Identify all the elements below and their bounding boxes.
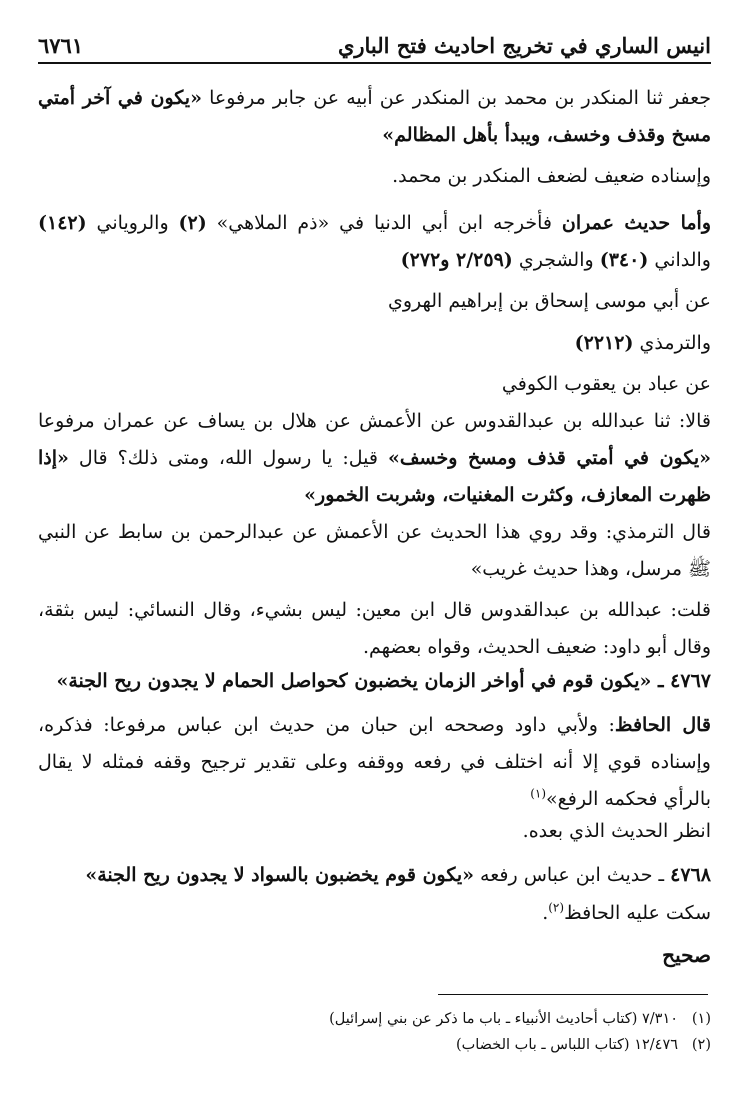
hadith-quote: ـ «يكون قوم في أواخر الزمان يخضبون كحواصل الحمام لا يجدون ريح الجنة»: [56, 670, 671, 692]
paragraph-narrator-grading: [38, 592, 711, 666]
footnote-mark: (٢): [691, 1037, 711, 1053]
footnote-divider: [438, 994, 708, 995]
paragraph-hafiz: [38, 707, 711, 818]
paragraph-text: والداني: [648, 249, 711, 271]
paragraph-see-next: [38, 813, 711, 850]
paragraph-text: عن عباد بن يعقوب الكوفي: [501, 373, 711, 395]
grade-label: [38, 937, 711, 974]
footnote-mark: (١): [691, 1011, 711, 1027]
paragraph-tirmidhi: [38, 325, 711, 362]
paragraph-text: والترمذي: [633, 332, 711, 354]
paragraph-text: قلت: عبدالله بن عبدالقدوس قال ابن معين: ليس بشيء، وقال النسائي: ليس بثقة، وقال أبو داود: ضعيف الحديث، وقواه بعضهم.: [38, 599, 711, 658]
footnote-marker: (٢): [548, 900, 565, 915]
paragraph-text: وإسناده ضعيف لضعف المنكدر بن محمد.: [392, 165, 711, 187]
paragraph-abu-musa: [38, 283, 711, 320]
hadith-quote: «إذا ظهرت المعازف، وكثرت المغنيات، وشربت الخمور»: [38, 447, 711, 506]
paragraph-jabir: [38, 80, 711, 154]
paragraph-text: عن أبي موسى إسحاق بن إبراهيم الهروي: [387, 290, 711, 312]
hadith-heading-4768: [38, 857, 711, 894]
footnote-text: ١٢/٤٧٦ (كتاب اللباس ـ باب الخضاب): [455, 1037, 679, 1053]
page-number: ٦٧٦١: [38, 33, 84, 58]
paragraph-text: قالا: ثنا عبدالله بن عبدالقدوس عن الأعمش عن هلال بن يساف عن عمران مرفوعا: [38, 410, 711, 432]
footnote-2: [38, 1034, 711, 1056]
reference-number: (٢): [178, 212, 207, 234]
paragraph-text: قال الترمذي: وقد روي هذا الحديث عن الأعمش عن عبدالرحمن بن سابط عن النبي ﷺ مرسل، وهذا حديث غريب»: [38, 521, 711, 580]
paragraph-imran: [38, 205, 711, 279]
running-header: [38, 28, 711, 64]
paragraph-text: ـ حديث ابن عباس رفعه: [474, 864, 671, 886]
paragraph-hadith-imran: [38, 403, 711, 514]
paragraph-text: والروياني: [86, 212, 179, 234]
section-lead: قال الحافظ: [614, 714, 711, 736]
paragraph-text: : ولأبي داود وصححه ابن حبان من حديث ابن عباس مرفوعا: فذكره، وإسناده قوي إلا أنه اختلف في رفعه ووقفه وعلى تقدير ترجيح وقفه فمثله لا يقال بالرأي فحكمه الرفع»: [38, 714, 711, 810]
hadith-quote: «يكون في آخر أمتي مسخ وقذف وخسف، ويبدأ بأهل المظالم»: [38, 87, 711, 146]
paragraph-tirmidhi-comment: [38, 514, 711, 588]
reference-number: (٣٤٠): [599, 249, 649, 271]
footnote-1: [38, 1008, 711, 1030]
footnote-marker: (١): [530, 786, 547, 801]
paragraph-text: والشجري: [512, 249, 600, 271]
paragraph-text: سكت عليه الحافظ: [564, 902, 711, 924]
grade-text: صحيح: [662, 943, 711, 967]
paragraph-text: جعفر ثنا المنكدر بن محمد بن المنكدر عن أبيه عن جابر مرفوعا: [201, 87, 711, 109]
reference-number: (٢٢١٢): [574, 332, 634, 354]
paragraph-text: فأخرجه ابن أبي الدنيا في «ذم الملاهي»: [206, 212, 562, 234]
paragraph-text: انظر الحديث الذي بعده.: [522, 820, 711, 842]
hadith-quote: «يكون في أمتي قذف ومسخ وخسف»: [387, 447, 711, 469]
hadith-heading-4767: [38, 663, 711, 700]
header-title: انيس الساري في تخريج احاديث فتح الباري: [337, 33, 711, 58]
hadith-number: ٤٧٦٧: [670, 670, 711, 692]
paragraph-hafiz-silent: [38, 895, 711, 932]
paragraph-isnad-weak: [38, 158, 711, 195]
reference-number: (١٤٢): [38, 212, 87, 234]
paragraph-text: قيل: يا رسول الله، ومتى ذلك؟ قال: [68, 447, 388, 469]
footnote-text: ٧/٣١٠ (كتاب أحاديث الأنبياء ـ باب ما ذكر عن بني إسرائيل): [329, 1011, 679, 1027]
paragraph-abbad: [38, 366, 711, 403]
reference-number: (٢/٢٥٩ و٢٧٢): [400, 249, 513, 271]
hadith-quote: «يكون قوم يخضبون بالسواد لا يجدون ريح الجنة»: [85, 864, 474, 886]
hadith-number: ٤٧٦٨: [670, 864, 711, 886]
paragraph-text: .: [542, 902, 549, 924]
section-lead: وأما حديث عمران: [561, 212, 711, 234]
